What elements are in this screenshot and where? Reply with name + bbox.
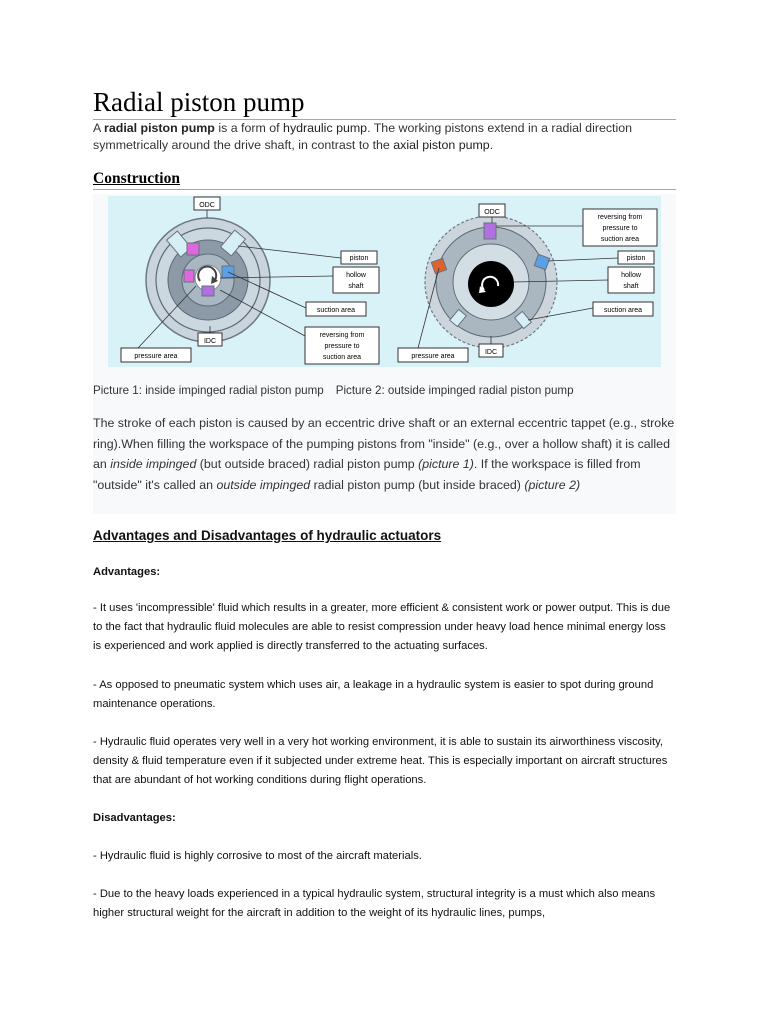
pump-diagram: [108, 196, 661, 367]
hydraulic-pump-link[interactable]: hydraulic pump: [283, 121, 368, 135]
reversing-1-label-1: reversing from: [319, 332, 365, 339]
disadvantages-label: Disadvantages:: [93, 812, 176, 824]
stroke-i3: outside impinged: [216, 477, 311, 492]
caption-picture-1: Picture 1: inside impinged radial piston pump: [93, 384, 324, 397]
piston-label-2: piston: [626, 255, 646, 262]
idc-label-1: IDC: [203, 338, 217, 345]
reversing-3-label-1: suction area: [322, 354, 362, 361]
idc-label-2: IDC: [484, 349, 498, 356]
page-title: Radial piston pump: [93, 86, 676, 120]
advantage-2: - As opposed to pneumatic system which uses air, a leakage in a hydraulic system is easier to spot during ground maintenance operations.: [93, 679, 654, 710]
picture-2-diagram: [398, 204, 657, 362]
intro-end: .: [489, 138, 494, 152]
piston-label-1: piston: [349, 255, 369, 262]
stroke-p1: The stroke of each piston is caused by an eccentric drive shaft or an external eccentric tappet (e.g., stroke ring).When filling the workspace of the pumping pistons from "inside" (e.g., over a hollow shaft) it is called an: [93, 416, 675, 471]
odc-label-2: ODC: [484, 209, 500, 216]
intro-term: radial piston pump: [104, 121, 215, 135]
reversing-2-label-2: pressure to: [602, 225, 638, 232]
pressure-area-label-1: pressure area: [134, 353, 178, 360]
stroke-p4: radial piston pump (but inside braced): [310, 477, 525, 492]
actuators-heading: Advantages and Disadvantages of hydraulic actuators: [93, 528, 442, 543]
pump-diagram-svg: [108, 196, 661, 367]
stroke-paragraph: [93, 413, 676, 495]
picture-1-diagram: [121, 197, 379, 364]
advantage-3: - Hydraulic fluid operates very well in a very hot working environment, it is able to sustain its airworthiness viscosity, density & fluid temperature even if it subjected under extreme heat. This is especially important on aircraft structures that are abundant of hot working conditions during flight operations.: [93, 736, 668, 786]
suction-area-label-1: suction area: [316, 307, 356, 314]
disadvantage-2: - Due to the heavy loads experienced in a typical hydraulic system, structural integrity is a must which also means higher structural weight for the aircraft in addition to the weight of its hydraulic lines, pumps,: [93, 888, 656, 919]
intro-a: A: [93, 121, 105, 135]
hollow-label-1: hollow: [346, 272, 366, 279]
shaft-label-1: shaft: [348, 283, 364, 290]
intro-mid1: is a form of: [214, 121, 284, 135]
advantages-label: Advantages:: [93, 566, 161, 578]
intro-paragraph: [93, 120, 676, 154]
stroke-p2: (but outside braced) radial piston pump: [196, 457, 419, 471]
odc-label-1: ODC: [199, 202, 215, 209]
stroke-p3: . If the workspace is filled from "outside" it's called an: [93, 457, 641, 492]
figure-captions: [93, 384, 574, 397]
caption-picture-2: Picture 2: outside impinged radial piston pump: [335, 384, 574, 397]
reversing-1-label-2: reversing from: [597, 214, 643, 221]
reversing-3-label-2: suction area: [600, 236, 640, 243]
stroke-i1: inside impinged: [110, 457, 197, 471]
axial-piston-pump-link[interactable]: axial piston pump: [393, 138, 490, 152]
advantage-1: - It uses 'incompressible' fluid which results in a greater, more efficient & consistent work or power output. This is due to the fact that hydraulic fluid molecules are able to resist compression under heavy load hence minimal energy loss is experienced and work applied is directly transferred to the actuating surfaces.: [93, 602, 671, 652]
disadvantage-1: - Hydraulic fluid is highly corrosive to most of the aircraft materials.: [93, 850, 422, 862]
construction-heading: Construction: [93, 170, 676, 190]
intro-mid2: . The working pistons extend in a radial direction symmetrically around the drive shaft, in contrast to the: [93, 121, 633, 152]
reversing-2-label-1: pressure to: [324, 343, 360, 350]
pressure-area-label-2: pressure area: [411, 353, 455, 360]
stroke-i4: (picture 2): [524, 477, 581, 492]
shaft-label-2: shaft: [623, 283, 639, 290]
stroke-i2: (picture 1): [418, 457, 474, 471]
suction-area-label-2: suction area: [603, 307, 643, 314]
hollow-label-2: hollow: [621, 272, 641, 279]
